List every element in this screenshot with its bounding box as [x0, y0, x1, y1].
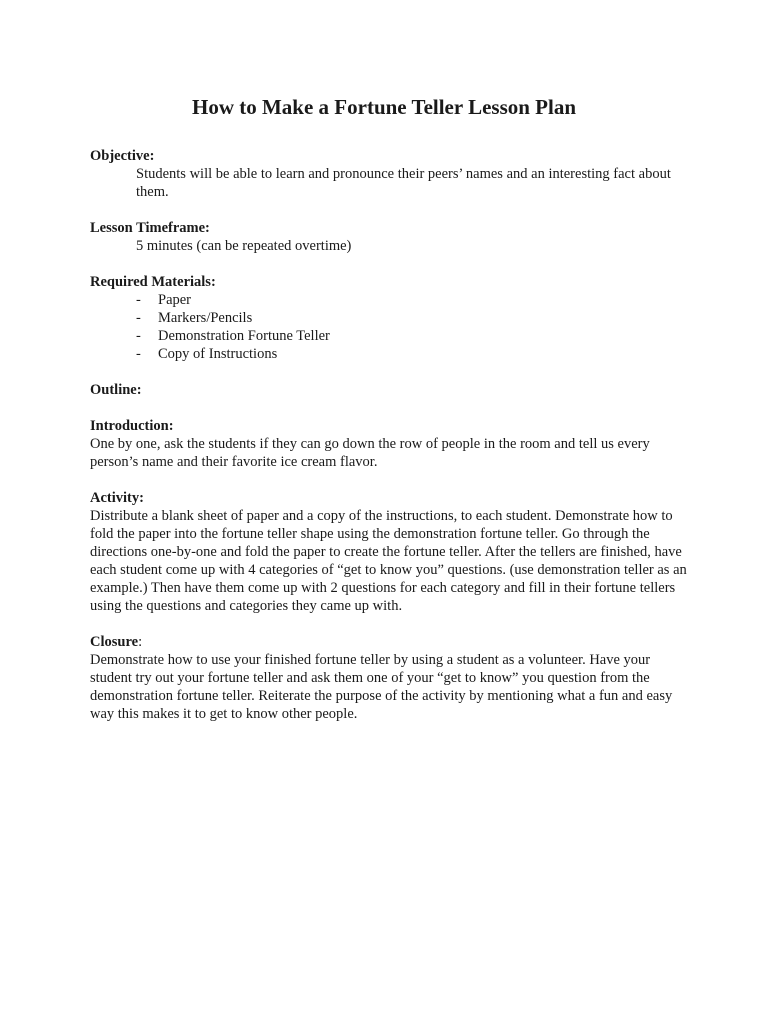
- spacer: [90, 399, 690, 417]
- materials-list: [90, 291, 690, 363]
- closure-colon: :: [138, 634, 143, 650]
- timeframe-section: [90, 219, 690, 255]
- material-label: Copy of Instructions: [158, 346, 278, 362]
- introduction-section: [90, 417, 690, 471]
- material-label: Paper: [158, 292, 192, 308]
- spacer: [90, 255, 690, 273]
- activity-section: [90, 489, 690, 615]
- spacer: [90, 363, 690, 381]
- material-label: Demonstration Fortune Teller: [158, 328, 330, 344]
- introduction-label: Introduction:: [90, 418, 174, 434]
- materials-section: [90, 273, 690, 363]
- list-item: [90, 291, 690, 309]
- closure-heading: [90, 633, 690, 651]
- objective-text: Students will be able to learn and pronounce their peers’ names and an interesting fact about them.: [136, 166, 671, 200]
- timeframe-label: Lesson Timeframe:: [90, 220, 210, 236]
- outline-label: Outline:: [90, 382, 142, 398]
- material-label: Markers/Pencils: [158, 310, 253, 326]
- list-item: [90, 327, 690, 345]
- outline-section: [90, 381, 690, 399]
- document-title: How to Make a Fortune Teller Lesson Plan: [191, 95, 577, 119]
- closure-section: [90, 633, 690, 723]
- objective-label: Objective:: [90, 148, 155, 164]
- materials-label: Required Materials:: [90, 274, 216, 290]
- document-body: [90, 147, 690, 723]
- closure-text: Demonstrate how to use your finished fortune teller by using a student as a volunteer. Have your student try out your fortune teller and ask them one of your “get to know” you question from the demonstration fortune teller. Reiterate the purpose of the activity by mentioning what a fun and easy way this makes it to get to know other people.: [90, 652, 673, 722]
- timeframe-text: 5 minutes (can be repeated overtime): [136, 238, 352, 254]
- bullet-dash: -: [136, 310, 141, 326]
- activity-label: Activity:: [90, 490, 144, 506]
- bullet-dash: -: [136, 292, 141, 308]
- bullet-dash: -: [136, 328, 141, 344]
- objective-section: [90, 147, 690, 201]
- spacer: [90, 201, 690, 219]
- list-item: [90, 309, 690, 327]
- list-item: [90, 345, 690, 363]
- activity-text: Distribute a blank sheet of paper and a copy of the instructions, to each student. Demonstrate how to fold the paper into the fortune teller shape using the demonstration fortune teller. Go through the directions one-by-one and fold the paper to create the fortune teller. After the tellers are finished, have each student come up with 4 categories of “get to know you” questions. (use demonstration teller as an example.) Then have them come up with 2 questions for each category and fill in their fortune tellers using the questions and categories they came up with.: [90, 508, 687, 614]
- closure-label: Closure: [90, 634, 139, 650]
- spacer: [90, 471, 690, 489]
- spacer: [90, 615, 690, 633]
- introduction-text: One by one, ask the students if they can go down the row of people in the room and tell us every person’s name and their favorite ice cream flavor.: [90, 436, 650, 470]
- bullet-dash: -: [136, 346, 141, 362]
